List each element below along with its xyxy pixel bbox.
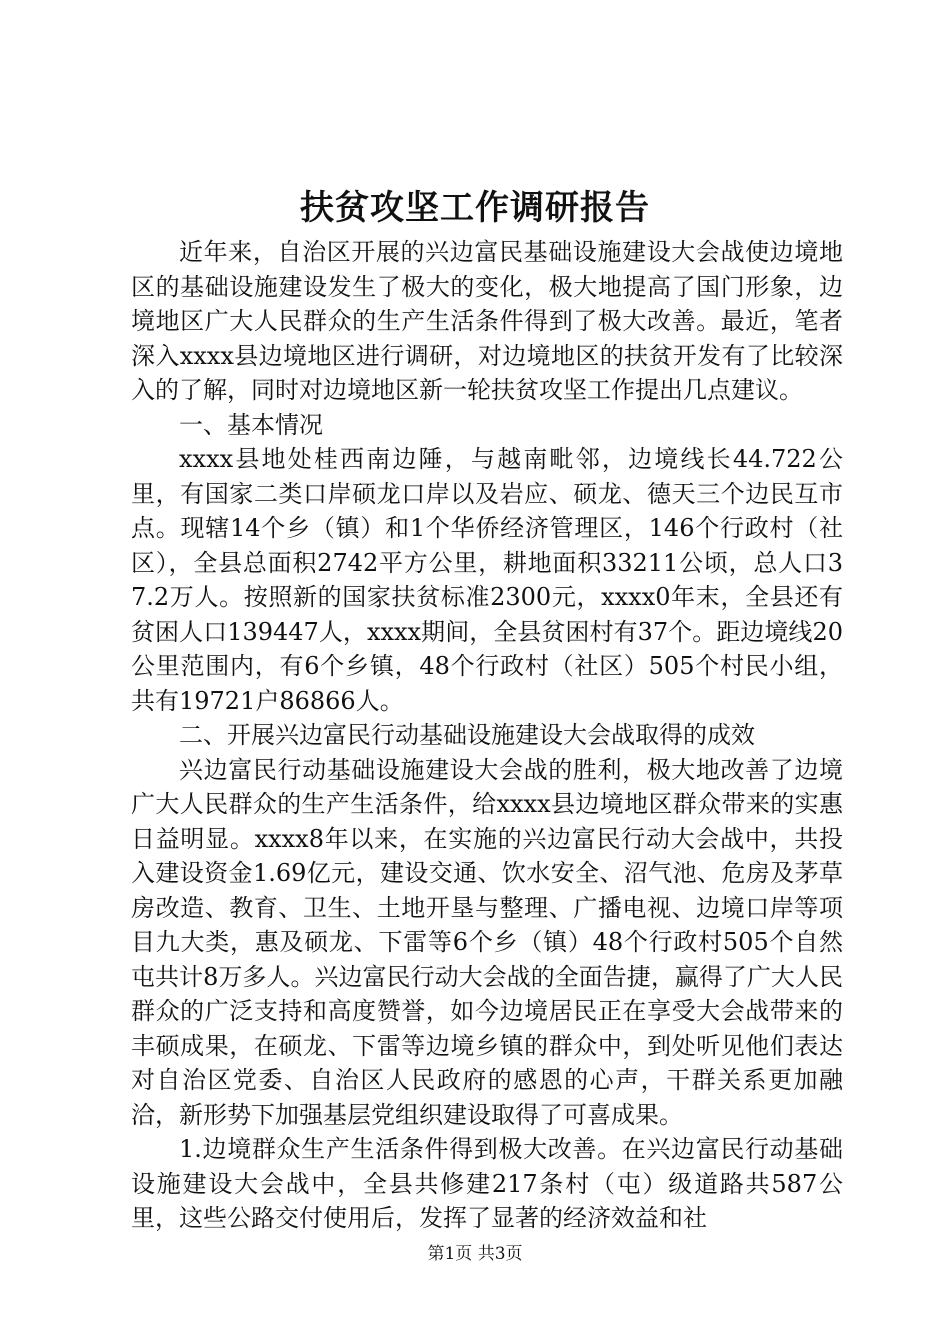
paragraph-basic-info: xxxx县地处桂西南边陲，与越南毗邻，边境线长44.722公里，有国家二类口岸硕龙口岸以及岩应、硕龙、德天三个边民互市点。现辖14个乡（镇）和1个华侨经济管理区，146个行政村（社区），全县总面积2742平方公里，耕地面积33211公顷，总人口37.2万人。按照新的国家扶贫标准2300元，xxxx0年末，全县还有贫困人口139447人，xxxx期间，全县贫困村有37个。距边境线20公里范围内，有6个乡镇，48个行政村（社区）505个村民小组，共有19721户86866人。	[131, 445, 843, 715]
paragraph-results: 兴边富民行动基础设施建设大会战的胜利，极大地改善了边境广大人民群众的生产生活条件，给xxxx县边境地区群众带来的实惠日益明显。xxxx8年以来，在实施的兴边富民行动大会战中，共投入建设资金1.69亿元，建设交通、饮水安全、沼气池、危房及茅草房改造、教育、卫生、土地开垦与整理、广播电视、边境口岸等项目九大类，惠及硕龙、下雷等6个乡（镇）48个行政村505个自然屯共计8万多人。兴边富民行动大会战的全面告捷，赢得了广大人民群众的广泛支持和高度赞誉，如今边境居民正在享受大会战带来的丰硕成果，在硕龙、下雷等边境乡镇的群众中，到处听见他们表达对自治区党委、自治区人民政府的感恩的心声，干群关系更加融洽，新形势下加强基层党组织建设取得了可喜成果。	[131, 755, 843, 1129]
document-body	[131, 235, 843, 1236]
section-heading-basic: 一、基本情况	[179, 410, 323, 439]
paragraph-point-1: 1.边境群众生产生活条件得到极大改善。在兴边富民行动基础设施建设大会战中，全县共修建217条村（屯）级道路共587公里，这些公路交付使用后，发挥了显著的经济效益和社	[131, 1135, 843, 1232]
document-title: 扶贫攻坚工作调研报告	[300, 188, 650, 228]
page-footer: 第1页 共3页	[427, 1244, 523, 1264]
paragraph-intro: 近年来，自治区开展的兴边富民基础设施建设大会战使边境地区的基础设施建设发生了极大的变化，极大地提高了国门形象，边境地区广大人民群众的生产生活条件得到了极大改善。最近，笔者深入xxxx县边境地区进行调研，对边境地区的扶贫开发有了比较深入的了解，同时对边境地区新一轮扶贫攻坚工作提出几点建议。	[131, 238, 843, 404]
section-heading-results: 二、开展兴边富民行动基础设施建设大会战取得的成效	[179, 721, 755, 749]
